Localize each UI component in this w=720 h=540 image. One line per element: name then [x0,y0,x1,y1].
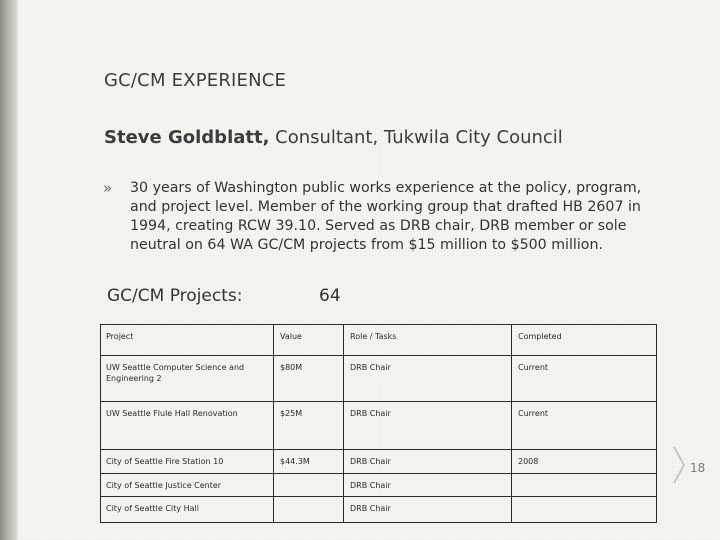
projects-label: GC/CM Projects: [107,286,243,306]
cell-project: City of Seattle Fire Station 10 [101,450,274,474]
page-number: 18 [690,461,706,475]
slide-heading: GC/CM EXPERIENCE [104,70,287,91]
cell-role: DRB Chair [344,497,512,523]
cell-project: City of Seattle Justice Center [101,474,274,497]
person-role: Consultant, Tukwila City Council [269,127,563,148]
projects-table [100,324,657,523]
cell-value: $25M [274,402,344,450]
cell-role: DRB Chair [344,356,512,402]
cell-completed [512,474,657,497]
cell-value [274,474,344,497]
cell-value: $44.3M [274,450,344,474]
table-row [101,497,657,523]
table-header-row [101,325,657,356]
cell-role: DRB Chair [344,402,512,450]
person-line [104,127,563,148]
cell-completed: 2008 [512,450,657,474]
cell-project: UW Seattle Computer Science and Engineering 2 [101,356,274,402]
left-decorative-bar [0,0,17,540]
cell-project: City of Seattle City Hall [101,497,274,523]
cell-completed [512,497,657,523]
cell-value [274,497,344,523]
cell-value: $80M [274,356,344,402]
table-row [101,450,657,474]
chevron-right-icon [672,445,686,485]
table-row [101,356,657,402]
table-row [101,474,657,497]
bullet-icon: » [103,179,113,197]
header-role: Role / Tasks [344,325,512,356]
header-value: Value [274,325,344,356]
experience-bullet: 30 years of Washington public works experience at the policy, program, and project level. Member of the working group that drafted HB 2607 in 1994, creating RCW 39.10. Served as DRB chair, DRB member or sole neutral on 64 WA GC/CM projects from $15 million to $500 million. [130,180,642,253]
cell-role: DRB Chair [344,474,512,497]
cell-completed: Current [512,402,657,450]
table-row [101,402,657,450]
cell-project: UW Seattle Flule Hall Renovation [101,402,274,450]
header-project: Project [101,325,274,356]
cell-completed: Current [512,356,657,402]
cell-role: DRB Chair [344,450,512,474]
header-completed: Completed [512,325,657,356]
left-bar-edge [17,0,19,540]
projects-count: 64 [319,286,341,306]
person-name: Steve Goldblatt, [104,127,270,148]
